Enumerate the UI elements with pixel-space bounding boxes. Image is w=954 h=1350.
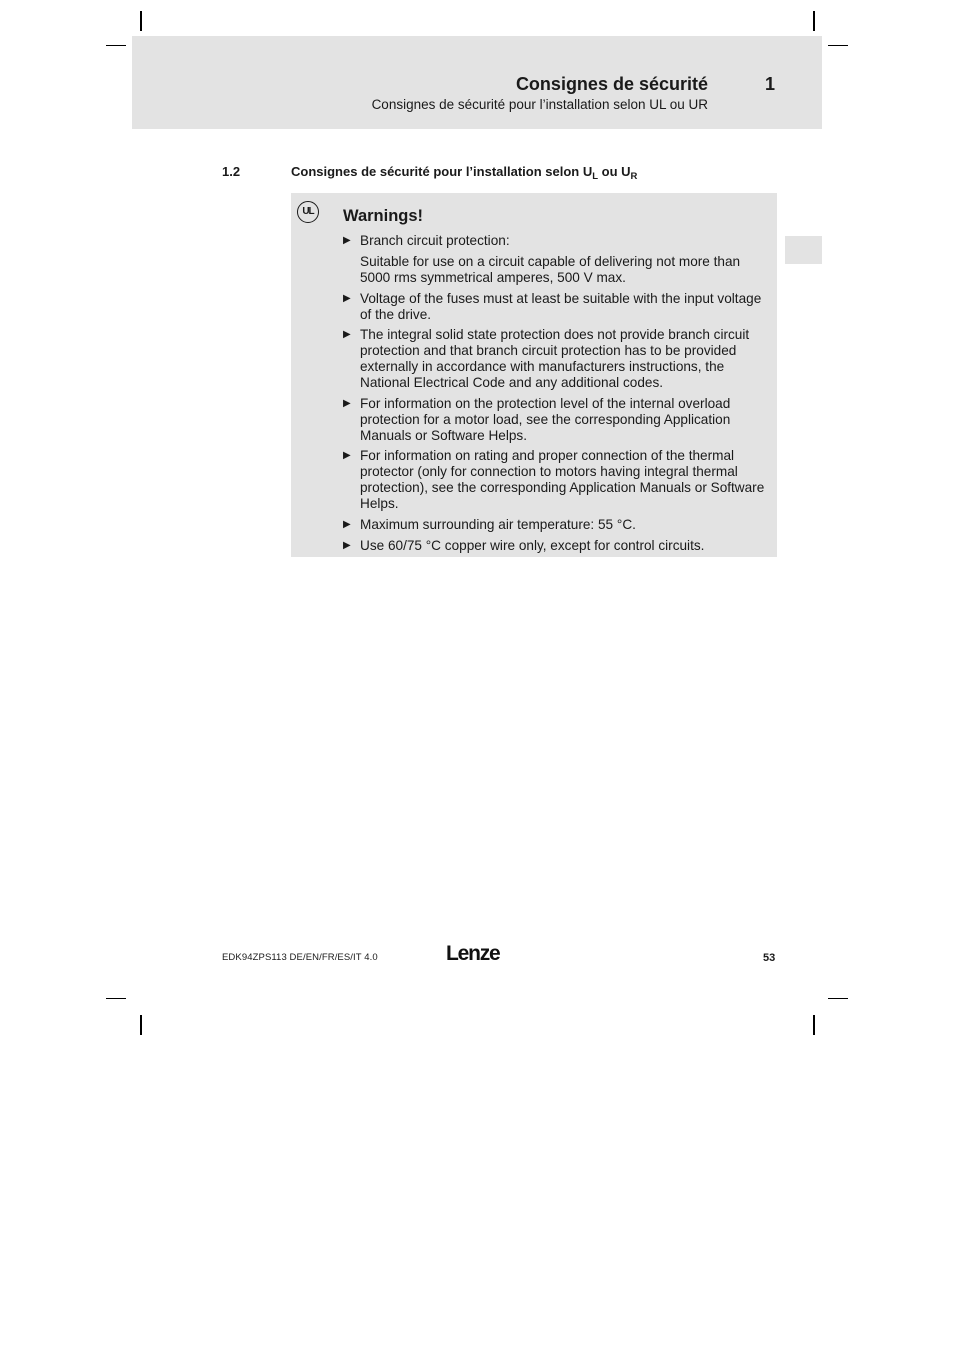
chapter-side-tab [785, 236, 822, 264]
list-item-text: For information on the protection level of the internal overload protection for a motor load, see the corresponding Application Manuals or Software Helps. [360, 395, 731, 443]
crop-mark-bottom-left-horizontal [106, 998, 126, 999]
list-item [343, 396, 771, 444]
section-title-mid: ou U [598, 164, 631, 179]
warnings-box [291, 193, 777, 557]
footer-document-id: EDK94ZPS113 DE/EN/FR/ES/IT 4.0 [222, 952, 378, 963]
list-item [343, 291, 771, 323]
crop-mark-top-left-horizontal [106, 45, 126, 46]
crop-mark-top-right-horizontal [828, 45, 848, 46]
warnings-title: Warnings! [343, 207, 424, 225]
ul-mark-icon: UL [297, 201, 319, 223]
list-item-text: Use 60/75 °C copper wire only, except for control circuits. [360, 537, 705, 553]
section-title [291, 164, 637, 182]
lenze-logo: Lenze [446, 942, 500, 965]
crop-mark-top-right-vertical [813, 11, 815, 31]
list-item-text: For information on rating and proper connection of the thermal protector (only for connection to motors having integral thermal protection), see the corresponding Application Manuals or Software Helps. [360, 448, 765, 512]
warnings-list [343, 233, 771, 558]
list-item-text: Voltage of the fuses must at least be suitable with the input voltage of the drive. [360, 290, 762, 322]
crop-mark-bottom-right-vertical [813, 1015, 815, 1035]
list-item-text: Maximum surrounding air temperature: 55 °C. [360, 516, 636, 532]
bullet-arrow-icon: ▶ [343, 235, 351, 246]
list-item-detail: Suitable for use on a circuit capable of delivering not more than 5000 rms symmetrical amperes, 500 V max. [360, 254, 741, 285]
bullet-arrow-icon: ▶ [343, 397, 351, 409]
section-title-subscript-r: R [630, 171, 638, 182]
list-item [343, 233, 771, 286]
list-item [343, 538, 771, 554]
section-title-subscript-l: L [592, 171, 599, 182]
list-item-text: The integral solid state protection does not provide branch circuit protection and that branch circuit protection has to be provided externally in accordance with manufacturers instructions, the National Electrical Code and any additional codes. [360, 327, 750, 391]
bullet-arrow-icon: ▶ [343, 539, 351, 551]
bullet-arrow-icon: ▶ [343, 450, 351, 462]
bullet-arrow-icon: ▶ [343, 292, 351, 304]
list-item [343, 517, 771, 533]
section-title-prefix: Consignes de sécurité pour l’installation selon U [291, 164, 593, 179]
bullet-arrow-icon: ▶ [343, 329, 351, 341]
list-item [343, 448, 771, 512]
header-subtitle: Consignes de sécurité pour l’installation selon UL ou UR [371, 97, 708, 112]
page-number: 53 [763, 952, 776, 964]
list-item-text: Branch circuit protection: [360, 233, 510, 248]
page-header [132, 36, 822, 129]
section-number: 1.2 [222, 164, 241, 179]
crop-mark-top-left-vertical [140, 11, 142, 31]
crop-mark-bottom-right-horizontal [828, 998, 848, 999]
header-title: Consignes de sécurité [515, 74, 708, 94]
list-item [343, 327, 771, 391]
chapter-number: 1 [765, 74, 776, 94]
crop-mark-bottom-left-vertical [140, 1015, 142, 1035]
bullet-arrow-icon: ▶ [343, 518, 351, 530]
